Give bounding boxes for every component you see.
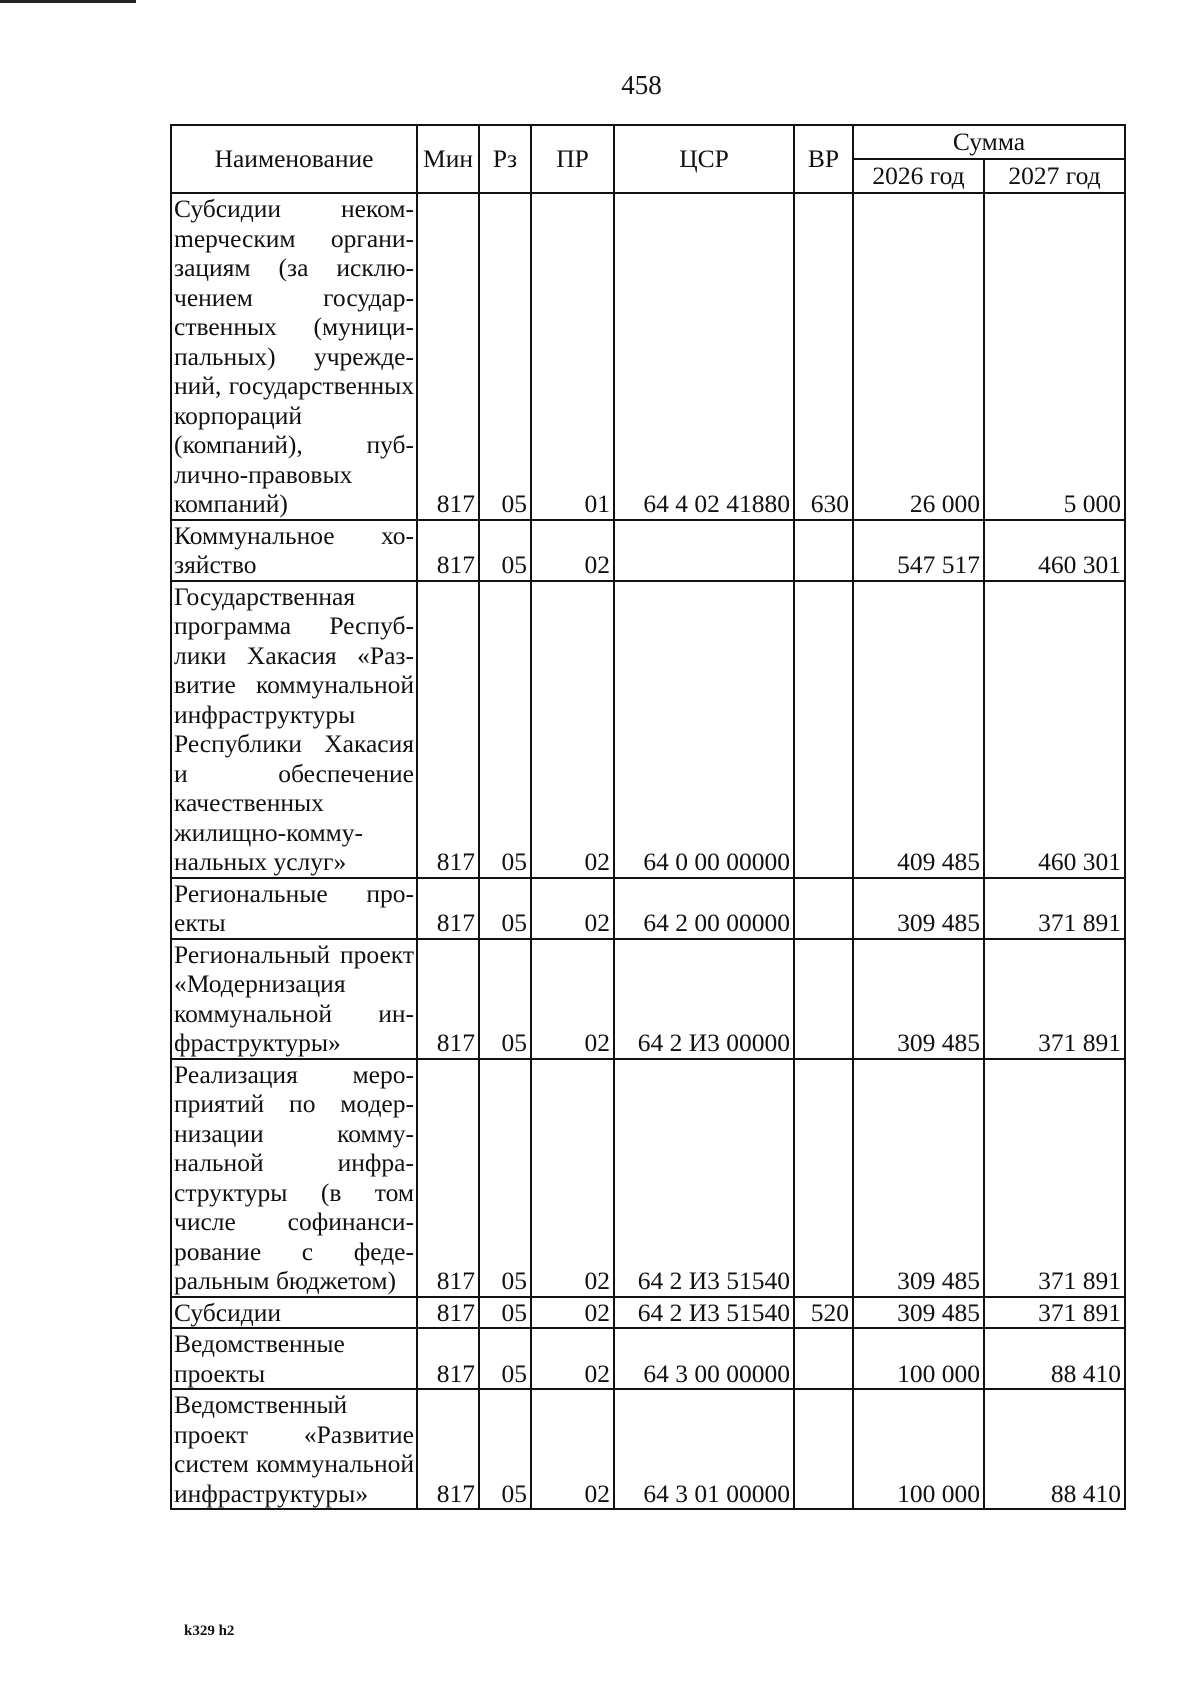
cell-sum-2027: 460 301 <box>984 581 1125 878</box>
table-row <box>171 581 1125 878</box>
cell-name: Региональные проекты <box>171 878 417 939</box>
cell-sum-2026: 309 485 <box>853 878 984 939</box>
cell-csr: 64 2 00 00000 <box>614 878 794 939</box>
cell-pr: 02 <box>531 1328 614 1389</box>
cell-pr: 02 <box>531 878 614 939</box>
cell-sum-2027: 88 410 <box>984 1389 1125 1509</box>
cell-sum-2027: 371 891 <box>984 1059 1125 1297</box>
budget-table <box>170 124 1126 1510</box>
cell-min: 817 <box>417 1059 479 1297</box>
cell-sum-2027: 88 410 <box>984 1328 1125 1389</box>
cell-csr: 64 4 02 41880 <box>614 193 794 520</box>
cell-name: Реализация мероприятий по модернизации коммунальной инфраструктуры (в том числе софинансирование с федеральным бюджетом) <box>171 1059 417 1297</box>
scan-corner-mark <box>0 0 136 3</box>
cell-name: Ведомственные проекты <box>171 1328 417 1389</box>
cell-vr: 520 <box>794 1297 853 1329</box>
cell-sum-2026: 100 000 <box>853 1389 984 1509</box>
cell-name: Субсидии некомmерческим организациям (за исключением государственных (муниципальных) учреждений, государственных корпораций (компаний), публично-правовых компаний) <box>171 193 417 520</box>
cell-vr <box>794 1328 853 1389</box>
table-row <box>171 1059 1125 1297</box>
cell-sum-2027: 460 301 <box>984 520 1125 581</box>
cell-vr <box>794 939 853 1059</box>
cell-rz: 05 <box>479 581 531 878</box>
cell-name: Субсидии <box>171 1297 417 1329</box>
cell-rz: 05 <box>479 1059 531 1297</box>
cell-rz: 05 <box>479 520 531 581</box>
header-csr: ЦСР <box>614 125 794 193</box>
cell-csr: 64 2 И3 51540 <box>614 1059 794 1297</box>
cell-sum-2026: 547 517 <box>853 520 984 581</box>
table-row <box>171 939 1125 1059</box>
cell-min: 817 <box>417 520 479 581</box>
cell-min: 817 <box>417 581 479 878</box>
cell-name: Ведомственный проект «Развитие систем коммунальной инфраструктуры» <box>171 1389 417 1509</box>
header-vr: ВР <box>794 125 853 193</box>
cell-name: Государственная программа Республики Хакасия «Развитие коммунальной инфраструктуры Республики Хакасия и обеспечение качественных жилищно-коммунальных услуг» <box>171 581 417 878</box>
cell-sum-2026: 309 485 <box>853 939 984 1059</box>
header-year-2026: 2026 год <box>853 159 984 193</box>
table-row <box>171 1328 1125 1389</box>
cell-sum-2026: 26 000 <box>853 193 984 520</box>
cell-vr <box>794 520 853 581</box>
cell-sum-2027: 5 000 <box>984 193 1125 520</box>
cell-vr <box>794 1059 853 1297</box>
header-rz: Рз <box>479 125 531 193</box>
cell-csr <box>614 520 794 581</box>
cell-rz: 05 <box>479 878 531 939</box>
cell-pr: 02 <box>531 1389 614 1509</box>
cell-pr: 02 <box>531 1297 614 1329</box>
cell-sum-2026: 309 485 <box>853 1297 984 1329</box>
cell-pr: 02 <box>531 1059 614 1297</box>
cell-vr <box>794 1389 853 1509</box>
table-header <box>171 125 1125 193</box>
cell-sum-2026: 100 000 <box>853 1328 984 1389</box>
cell-min: 817 <box>417 878 479 939</box>
cell-sum-2026: 409 485 <box>853 581 984 878</box>
cell-csr: 64 2 И3 00000 <box>614 939 794 1059</box>
header-year-2027: 2027 год <box>984 159 1125 193</box>
cell-name: Коммунальное хозяйство <box>171 520 417 581</box>
header-pr: ПР <box>531 125 614 193</box>
cell-name: Региональный проект «Модернизация коммунальной инфраструктуры» <box>171 939 417 1059</box>
cell-min: 817 <box>417 1297 479 1329</box>
cell-min: 817 <box>417 939 479 1059</box>
cell-csr: 64 0 00 00000 <box>614 581 794 878</box>
cell-min: 817 <box>417 193 479 520</box>
cell-sum-2027: 371 891 <box>984 878 1125 939</box>
table-body <box>171 193 1125 1509</box>
cell-pr: 02 <box>531 581 614 878</box>
cell-vr <box>794 581 853 878</box>
cell-min: 817 <box>417 1328 479 1389</box>
table-row <box>171 520 1125 581</box>
cell-csr: 64 2 И3 51540 <box>614 1297 794 1329</box>
cell-vr: 630 <box>794 193 853 520</box>
cell-vr <box>794 878 853 939</box>
cell-pr: 02 <box>531 939 614 1059</box>
table-row <box>171 193 1125 520</box>
table-row <box>171 1389 1125 1509</box>
cell-sum-2027: 371 891 <box>984 1297 1125 1329</box>
cell-csr: 64 3 01 00000 <box>614 1389 794 1509</box>
header-sum: Сумма <box>853 125 1125 159</box>
footer-code: k329 h2 <box>184 1623 235 1639</box>
cell-csr: 64 3 00 00000 <box>614 1328 794 1389</box>
cell-sum-2026: 309 485 <box>853 1059 984 1297</box>
cell-sum-2027: 371 891 <box>984 939 1125 1059</box>
cell-pr: 02 <box>531 520 614 581</box>
cell-rz: 05 <box>479 1328 531 1389</box>
cell-rz: 05 <box>479 193 531 520</box>
cell-min: 817 <box>417 1389 479 1509</box>
header-name: Наименование <box>171 125 417 193</box>
cell-rz: 05 <box>479 1297 531 1329</box>
header-min: Мин <box>417 125 479 193</box>
cell-pr: 01 <box>531 193 614 520</box>
cell-rz: 05 <box>479 939 531 1059</box>
table-row <box>171 1297 1125 1329</box>
page-number: 458 <box>621 70 662 100</box>
cell-rz: 05 <box>479 1389 531 1509</box>
table-row <box>171 878 1125 939</box>
